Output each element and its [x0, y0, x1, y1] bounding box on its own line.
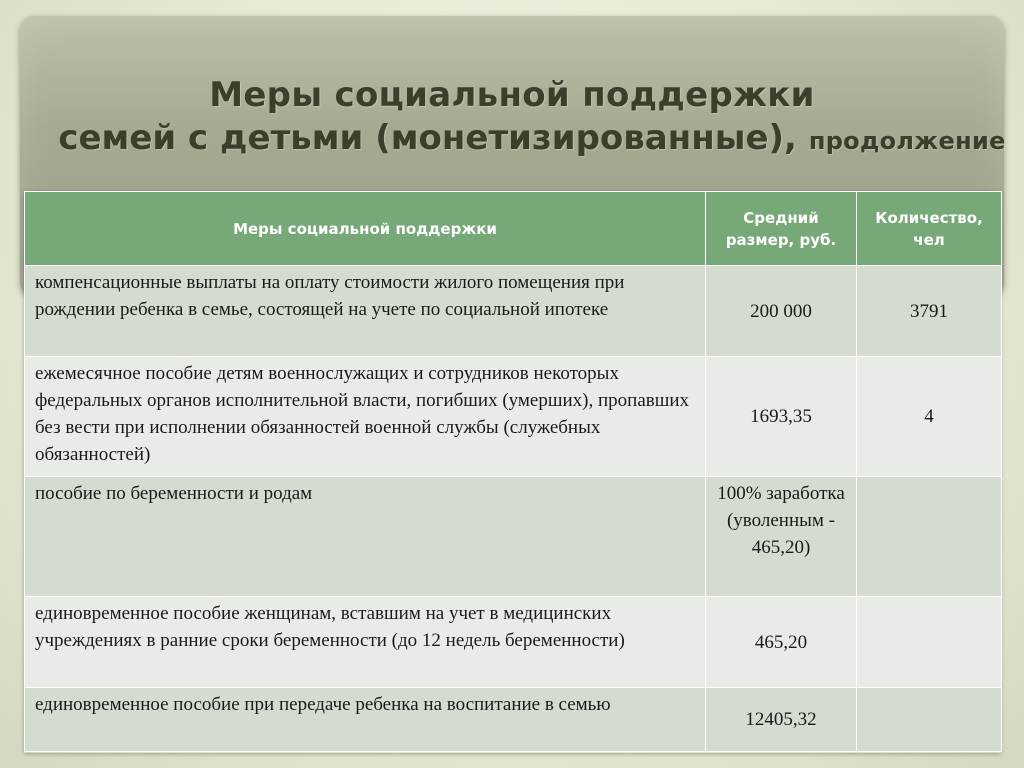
row-measure: пособие по беременности и родам — [25, 477, 706, 597]
row-amount: 465,20 — [706, 597, 857, 688]
title-line-1: Меры социальной поддержки — [209, 75, 815, 115]
row-count: 3791 — [857, 266, 1002, 357]
table-row — [25, 477, 1002, 597]
row-measure: единовременное пособие женщинам, вставшим на учет в медицинских учреждениях в ранние сроки беременности (до 12 недель беременности) — [25, 597, 706, 688]
header-measures: Меры социальной поддержки — [25, 192, 706, 266]
table — [24, 191, 1002, 752]
row-amount: 200 000 — [706, 266, 857, 357]
slide-title — [0, 74, 1024, 163]
title-line-2-main: семей с детьми (монетизированные), — [58, 118, 797, 158]
row-measure: компенсационные выплаты на оплату стоимости жилого помещения при рождении ребенка в семье, состоящей на учете по социальной ипотеке — [25, 266, 706, 357]
table-row — [25, 688, 1002, 752]
table-row — [25, 357, 1002, 477]
row-amount: 100% заработка (уволенным - 465,20) — [706, 477, 857, 597]
table-row — [25, 597, 1002, 688]
row-count — [857, 688, 1002, 752]
row-measure: единовременное пособие при передаче ребенка на воспитание в семью — [25, 688, 706, 752]
title-continuation: продолжение — [808, 127, 1006, 155]
header-average-amount: Средний размер, руб. — [706, 192, 857, 266]
row-measure: ежемесячное пособие детям военнослужащих и сотрудников некоторых федеральных органов исполнительной власти, погибших (умерших), пропавших без вести при исполнении обязанностей военной службы (служебных обязанностей) — [25, 357, 706, 477]
table-row — [25, 266, 1002, 357]
table-header-row — [25, 192, 1002, 266]
row-count — [857, 597, 1002, 688]
row-amount: 12405,32 — [706, 688, 857, 752]
row-count: 4 — [857, 357, 1002, 477]
title-line-2 — [0, 116, 1024, 163]
header-count: Количество, чел — [857, 192, 1002, 266]
row-count — [857, 477, 1002, 597]
row-amount: 1693,35 — [706, 357, 857, 477]
support-measures-table — [24, 191, 1001, 753]
